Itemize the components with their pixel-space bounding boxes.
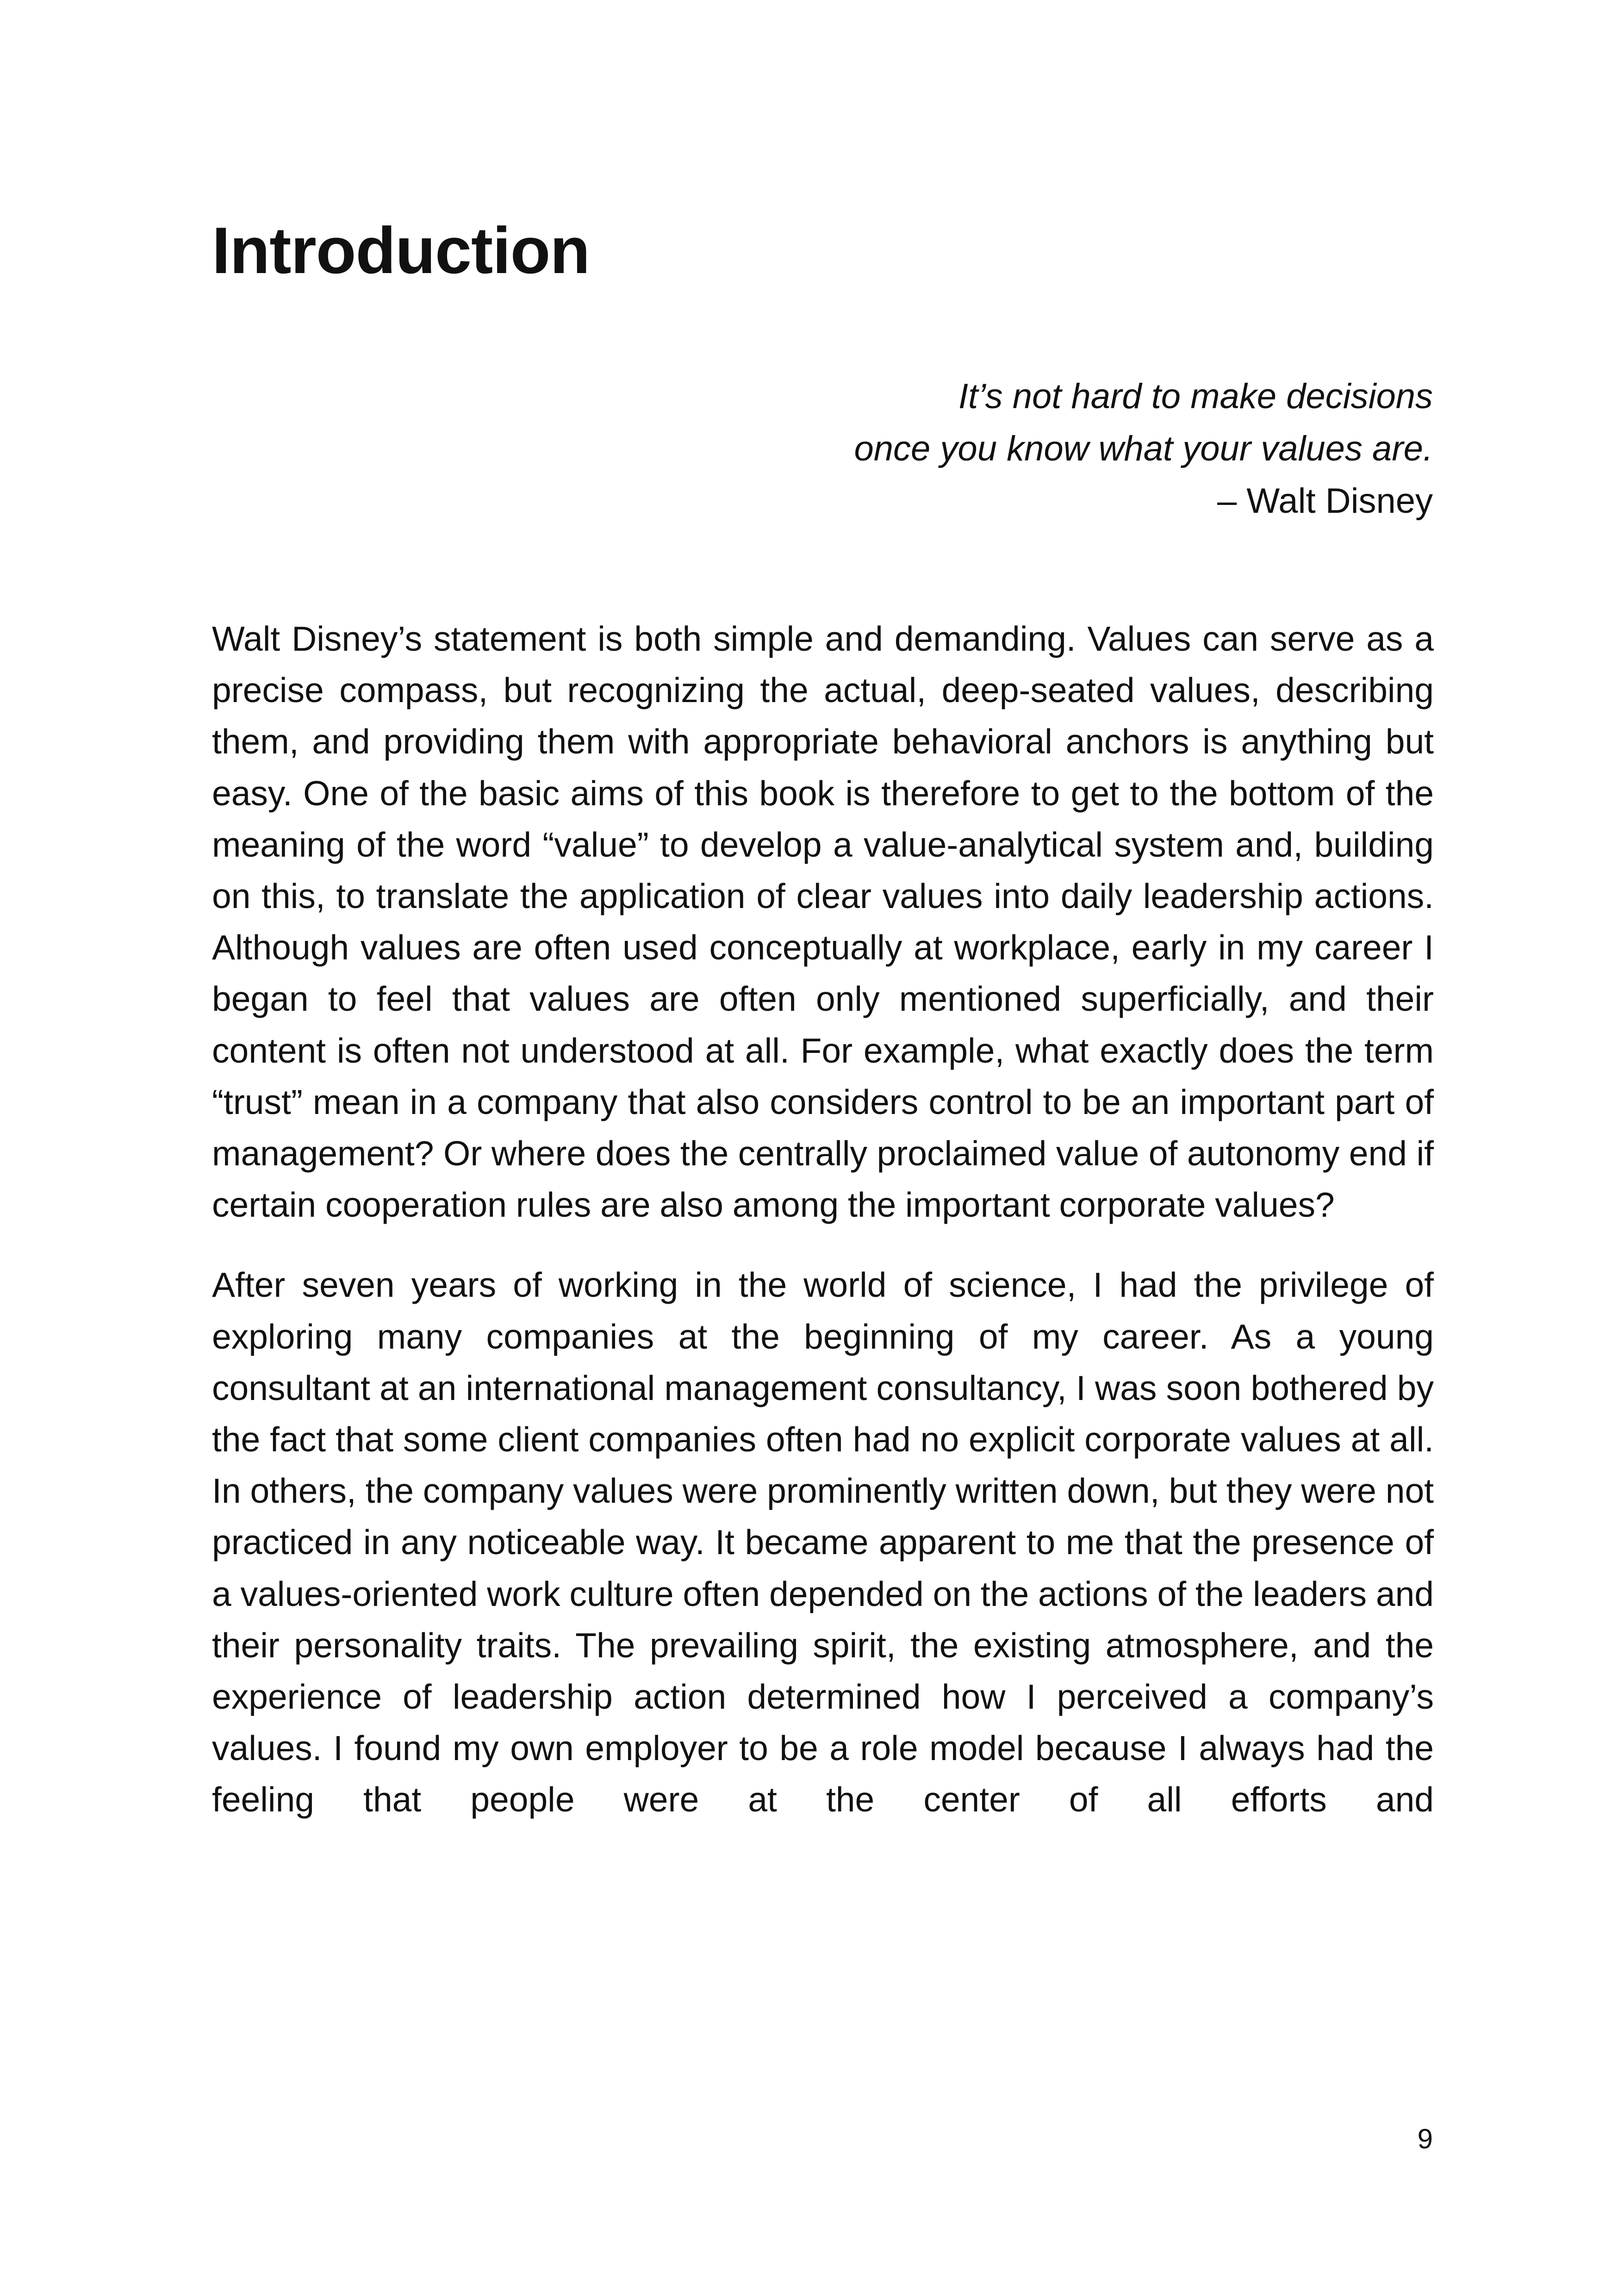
epigraph-attribution: – Walt Disney — [1217, 481, 1433, 521]
paragraph: Walt Disney’s statement is both simple and demanding. Values can serve as a precise compass, but recognizing the actual, deep-seated values, describing them, and providing them with appropriate behavioral anchors is anything but easy. One of the basic aims of this book is therefore to get to the bottom of the meaning of the word “value” to develop a value-analytical system and, building on this, to translate the application of clear values into daily leadership actions. Although values are often used conceptually at workplace, early in my career I began to feel that values are often only mentioned superficially, and their content is often not understood at all. For example, what exactly does the term “trust” mean in a company that also considers control to be an important part of management? Or where does the centrally proclaimed value of autonomy end if certain cooperation rules are also among the important corporate values? — [212, 619, 1434, 1225]
paragraph: After seven years of working in the world of science, I had the privilege of exploring many companies at the beginning of my career. As a young consultant at an international management consultancy, I was soon bothered by the fact that some client companies often had no explicit corporate values at all. In others, the company values were prominently written down, but they were not practiced in any noticeable way. It became apparent to me that the presence of a values-oriented work culture often depended on the actions of the leaders and their personality traits. The prevailing spirit, the existing atmosphere, and the experience of leadership action determined how I perceived a company’s values. I found my own employer to be a role model because I always had the feeling that people were at the center of all efforts and — [212, 1265, 1434, 1819]
epigraph-line-1: It’s not hard to make decisions — [958, 377, 1433, 416]
epigraph-line-2: once you know what your values are. — [854, 429, 1433, 468]
chapter-heading: Introduction — [212, 214, 590, 287]
epigraph — [507, 370, 1433, 527]
page-number: 9 — [1417, 2123, 1433, 2154]
body-text — [212, 613, 1434, 1854]
